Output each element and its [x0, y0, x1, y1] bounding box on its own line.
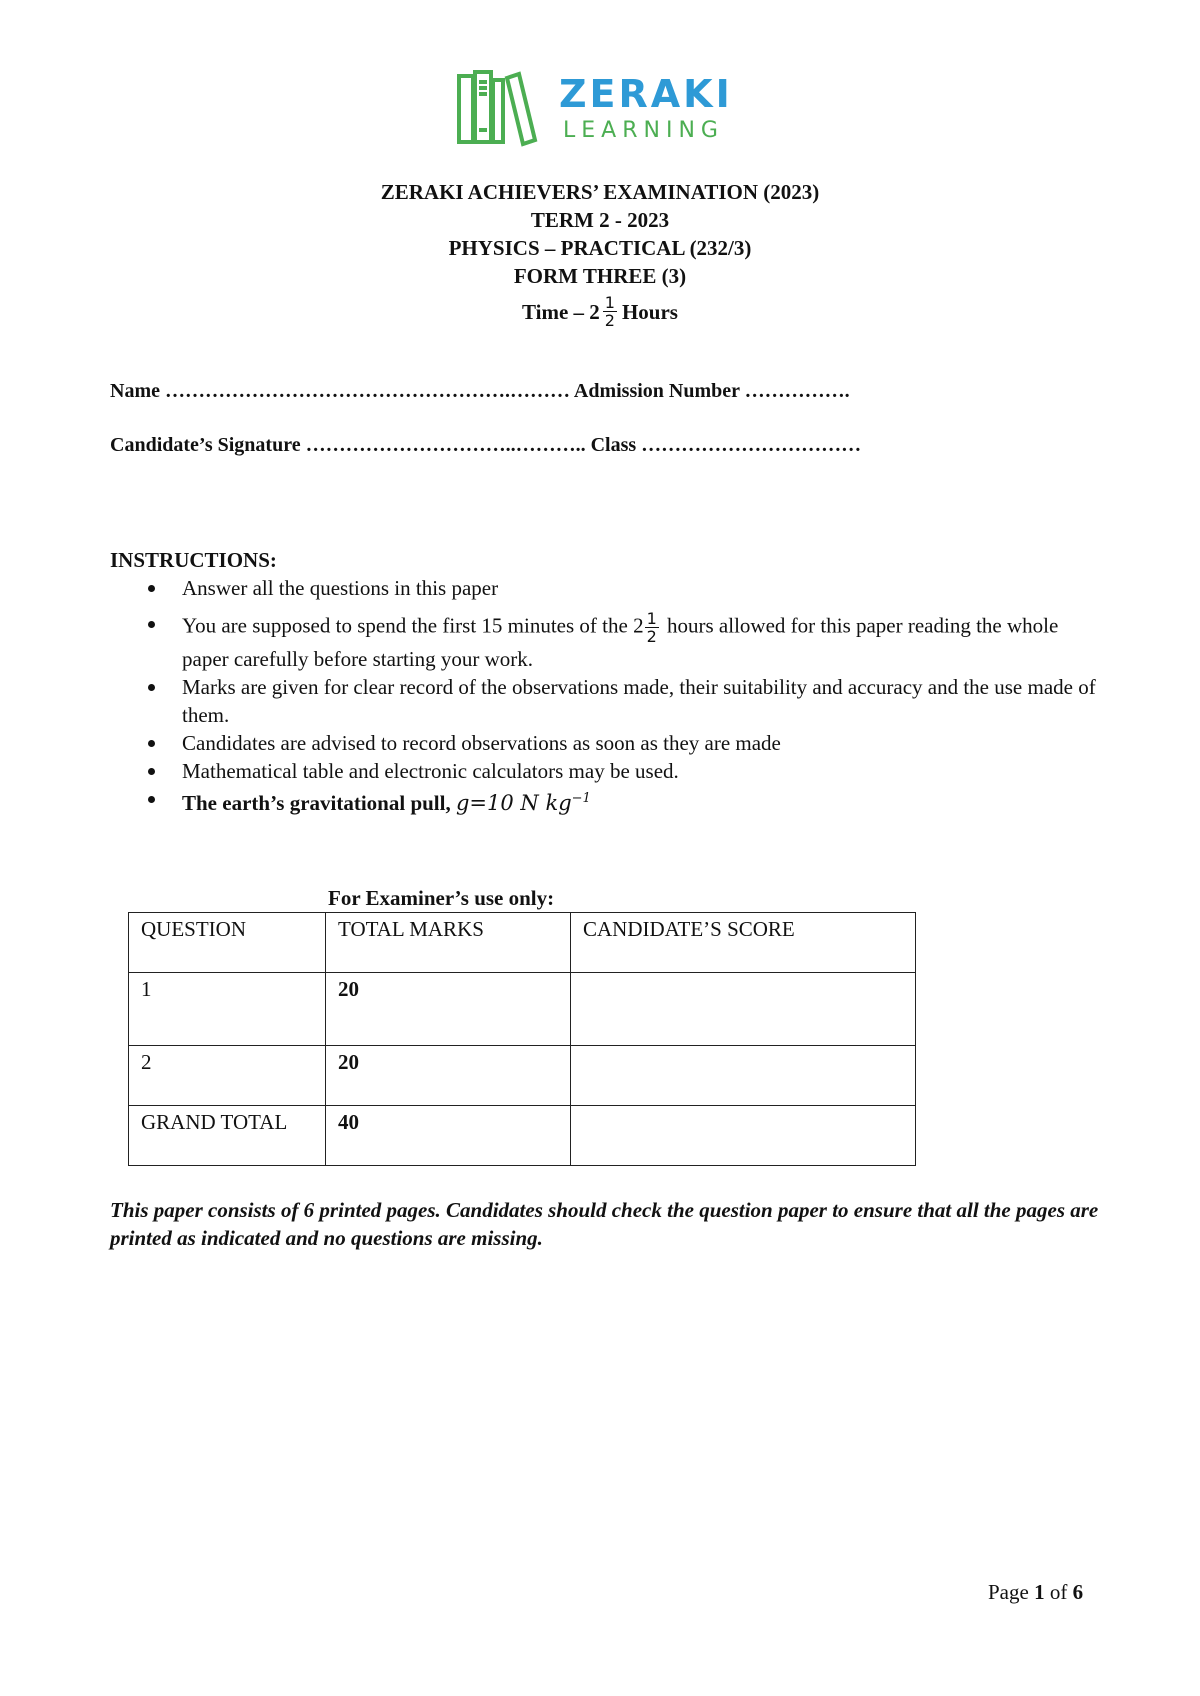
paper-note: This paper consists of 6 printed pages. Candidates should check the question paper to ensure that all the pages are printed as indicated and no questions are missing. [110, 1198, 1099, 1250]
instruction-text: You are supposed to spend the first 15 minutes of the 2 [182, 613, 644, 638]
table-row [129, 1106, 916, 1166]
instruction-item: Mathematical table and electronic calculators may be used. [140, 757, 1100, 785]
table-header-cell: CANDIDATE’S SCORE [571, 913, 916, 973]
name-admission-field[interactable]: Name …………………………………………….……… Admission Number ……………. [110, 380, 850, 402]
time-fraction [603, 294, 617, 329]
of-label: of [1049, 1580, 1068, 1604]
gravity-formula: g=10 N kg [455, 791, 572, 815]
exam-form: FORM THREE (3) [513, 264, 687, 288]
instruction-text: hours allowed for this paper reading the whole paper carefully before starting your work. [182, 613, 1059, 671]
exam-subject: PHYSICS – PRACTICAL (232/3) [448, 236, 752, 260]
table-header-cell: TOTAL MARKS [326, 913, 571, 973]
books-icon [455, 70, 545, 150]
instruction-item: Answer all the questions in this paper [140, 574, 1100, 602]
exam-term: TERM 2 - 2023 [530, 208, 670, 232]
time-suffix: Hours [621, 299, 678, 324]
table-cell: 40 [326, 1106, 571, 1166]
page-footer [988, 1580, 1083, 1605]
instructions-list [140, 574, 1100, 817]
fraction-denominator: 2 [646, 627, 657, 646]
logo-brand-text: ZERAKI [559, 72, 733, 116]
page-number: 1 [1034, 1580, 1045, 1604]
instructions-title: INSTRUCTIONS: [110, 548, 277, 572]
table-cell: 1 [129, 973, 326, 1046]
fraction-numerator: 1 [646, 609, 657, 628]
examiner-table [128, 912, 916, 1166]
table-header-cell: QUESTION [129, 913, 326, 973]
table-row [129, 1046, 916, 1106]
instruction-item [140, 610, 1100, 673]
signature-class-field[interactable]: Candidate’s Signature …………………………..……….. Class …………………………… [110, 434, 862, 456]
instruction-fraction [645, 610, 659, 645]
exam-header [0, 178, 1200, 329]
fraction-denominator: 2 [604, 311, 615, 330]
table-row [129, 973, 916, 1046]
total-pages: 6 [1072, 1580, 1084, 1604]
instruction-item: Candidates are advised to record observations as soon as they are made [140, 729, 1100, 757]
logo-sub-text: LEARNING [563, 118, 724, 143]
examiner-caption: For Examiner’s use only: [328, 886, 555, 910]
exam-time [522, 294, 678, 329]
zeraki-logo [455, 70, 755, 150]
table-header-row [129, 913, 916, 973]
instruction-text: The earth’s gravitational pull, [182, 791, 451, 815]
table-cell: 2 [129, 1046, 326, 1106]
fraction-numerator: 1 [604, 293, 615, 312]
instruction-item [140, 785, 1100, 817]
exam-title: ZERAKI ACHIEVERS’ EXAMINATION (2023) [380, 180, 820, 204]
page-label: Page [988, 1580, 1029, 1604]
time-prefix: Time – 2 [522, 299, 600, 324]
gravity-exponent: −1 [571, 791, 591, 806]
instruction-item: Marks are given for clear record of the observations made, their suitability and accuracy and the use made of them. [140, 673, 1100, 729]
table-cell: 20 [326, 973, 571, 1046]
score-cell[interactable] [571, 1106, 916, 1166]
score-cell[interactable] [571, 1046, 916, 1106]
table-cell: 20 [326, 1046, 571, 1106]
score-cell[interactable] [571, 973, 916, 1046]
table-cell: GRAND TOTAL [129, 1106, 326, 1166]
